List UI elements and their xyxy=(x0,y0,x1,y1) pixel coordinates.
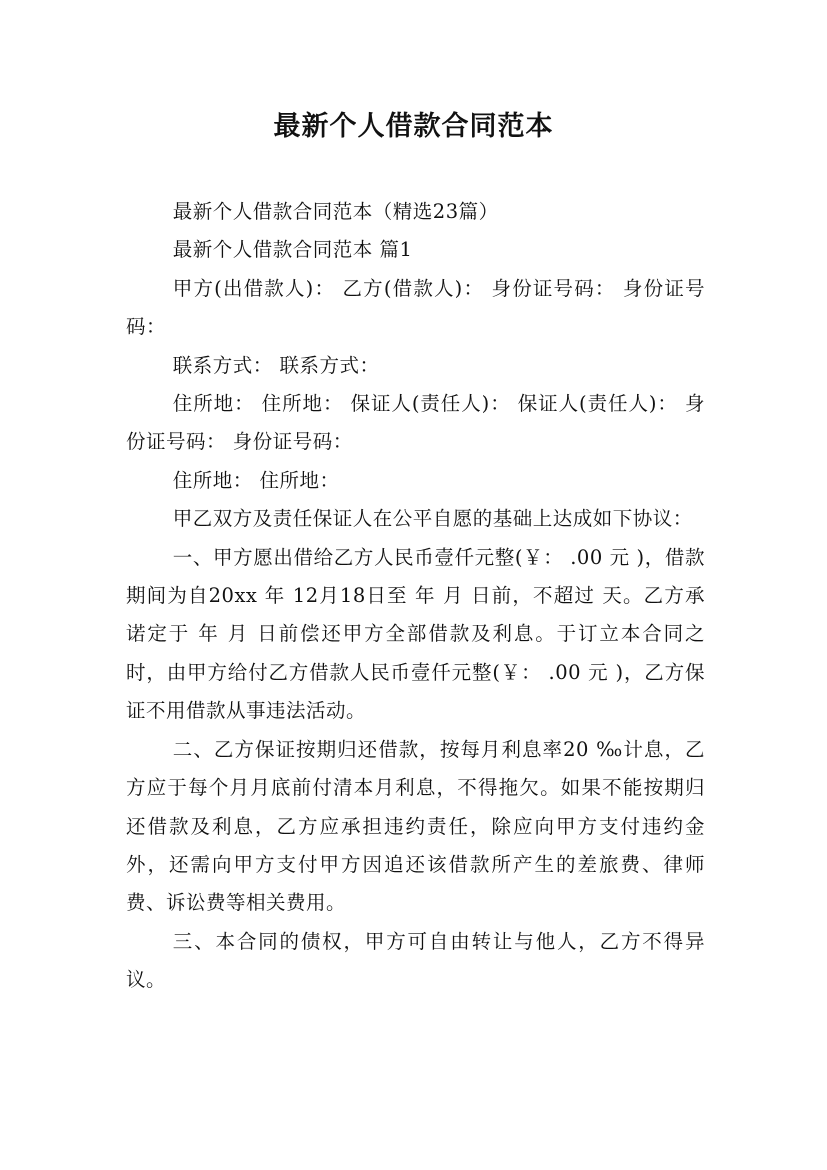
clause-3-paragraph: 三、本合同的债权，甲方可自由转让与他人，乙方不得异议。 xyxy=(126,929,705,992)
document-title: 最新个人借款合同范本 xyxy=(273,111,554,142)
parties-paragraph: 甲方(出借款人)： 乙方(借款人)： 身份证号码： 身份证号码： xyxy=(126,276,705,339)
address-paragraph: 住所地： 住所地： xyxy=(172,468,340,492)
contact-paragraph: 联系方式： 联系方式： xyxy=(172,353,380,377)
section-heading: 最新个人借款合同范本 篇1 xyxy=(172,238,413,262)
document-body xyxy=(126,193,705,1000)
subtitle-paragraph: 最新个人借款合同范本（精选23篇） xyxy=(172,200,499,223)
clause-2-paragraph: 二、乙方保证按期归还借款，按每月利息率20 ‰计息，乙方应于每个月月底前付清本月利息，不得拖欠。如果不能按期归还借款及利息，乙方应承担违约责任，除应向甲方支付违约金外，还需向甲方支付甲方因追还该借款所产生的差旅费、律师费、诉讼费等相关费用。 xyxy=(126,737,705,915)
agreement-intro-paragraph: 甲乙双方及责任保证人在公平自愿的基础上达成如下协议： xyxy=(172,507,693,531)
address-guarantor-paragraph: 住所地： 住所地： 保证人(责任人)： 保证人(责任人)： 身份证号码： 身份证号码： xyxy=(126,392,705,454)
clause-1-paragraph: 一、甲方愿出借给乙方人民币壹仟元整(￥： .00 元 )，借款期间为自20xx 年 12月18日至 年 月 日前，不超过 天。乙方承诺定于 年 月 日前偿还甲方全部借款及利息。于订立本合同之时，由甲方给付乙方借款人民币壹仟元整(￥： .00 元 )，乙方保证不用借款从事违法活动。 xyxy=(126,545,705,723)
